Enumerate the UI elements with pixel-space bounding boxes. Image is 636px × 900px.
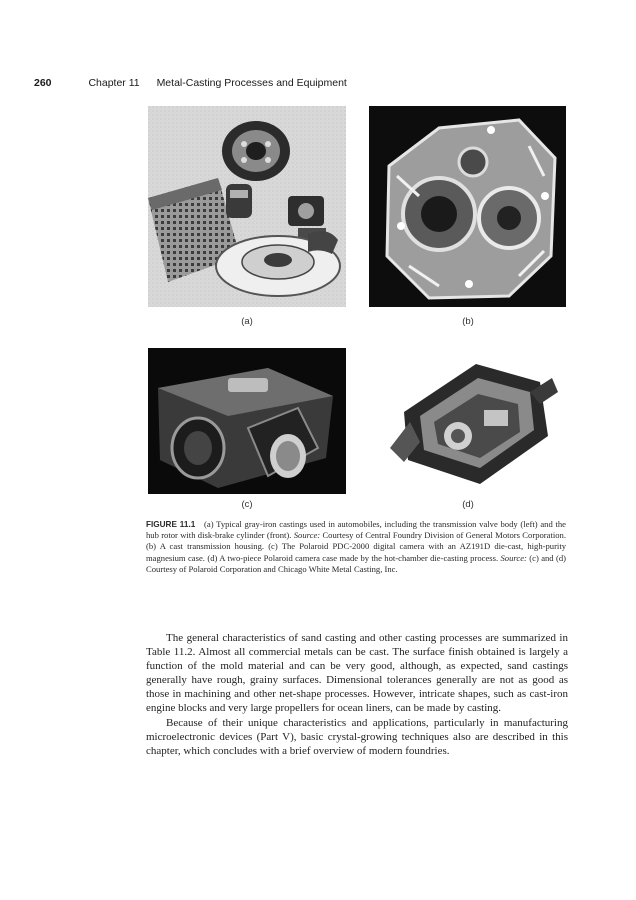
panel-label-c: (c) xyxy=(241,499,253,510)
body-text xyxy=(146,631,568,758)
caption-part-d: (d) A two-piece Polaroid camera case made by the hot-chamber die-casting process. xyxy=(207,552,499,563)
caption-source-a: Courtesy of Central Foundry Division of General Motors Corporation. xyxy=(322,530,566,541)
camera-case-illustration xyxy=(380,352,560,494)
figure-photo-b xyxy=(369,106,566,307)
caption-part-c: (c) The Polaroid PDC-2000 digital camera with an AZ191D die-cast, high-purity magnesium case. xyxy=(146,541,567,563)
caption-part-a: (a) Typical gray-iron castings used in automobiles, including the transmission valve body (left) and the hub rotor with disk-brake cylinder (front). xyxy=(146,519,566,541)
page-header xyxy=(34,77,347,89)
chapter-label: Chapter 11 xyxy=(88,77,140,89)
figure-photo-c xyxy=(148,348,346,494)
digital-camera-illustration xyxy=(148,348,346,494)
body-paragraph-2: Because of their unique characteristics and applications, particularly in manufacturing microelectronic devices (Part V), basic crystal-growing techniques also are described in this chapter, which concludes with a brief overview of modern foundries. xyxy=(146,716,568,757)
caption-source-cd-label: Source: xyxy=(500,552,527,563)
caption-part-b: (b) A cast transmission housing. xyxy=(146,541,265,552)
figure-photo-d xyxy=(380,352,560,494)
figure-caption xyxy=(146,519,566,575)
chapter-title: Metal-Casting Processes and Equipment xyxy=(156,77,347,89)
page-number: 260 xyxy=(34,77,52,89)
body-paragraph-1: The general characteristics of sand casting and other casting processes are summarized in Table 11.2. Almost all commercial metals can be cast. The surface finish obtained is largely a function of the mold material and can be very good, although, as expected, sand castings generally have rough, grainy surfaces. Dimensional tolerances generally are not as good as those in machining and other net-shape processes. However, intricate shapes, such as cast-iron engine blocks and very large propellers for ocean liners, can be made by casting. xyxy=(146,632,568,715)
figure-photo-a xyxy=(148,106,346,307)
panel-label-d: (d) xyxy=(462,499,474,510)
transmission-housing-illustration xyxy=(369,106,566,307)
caption-source-a-label: Source: xyxy=(293,530,321,541)
panel-label-b: (b) xyxy=(462,316,474,327)
figure-label: FIGURE 11.1 xyxy=(146,520,196,529)
panel-label-a: (a) xyxy=(241,316,253,327)
caption-source-cd: (c) and (d) Courtesy of Polaroid Corporation and Chicago White Metal Casting, Inc. xyxy=(146,552,567,574)
castings-illustration xyxy=(148,106,346,307)
